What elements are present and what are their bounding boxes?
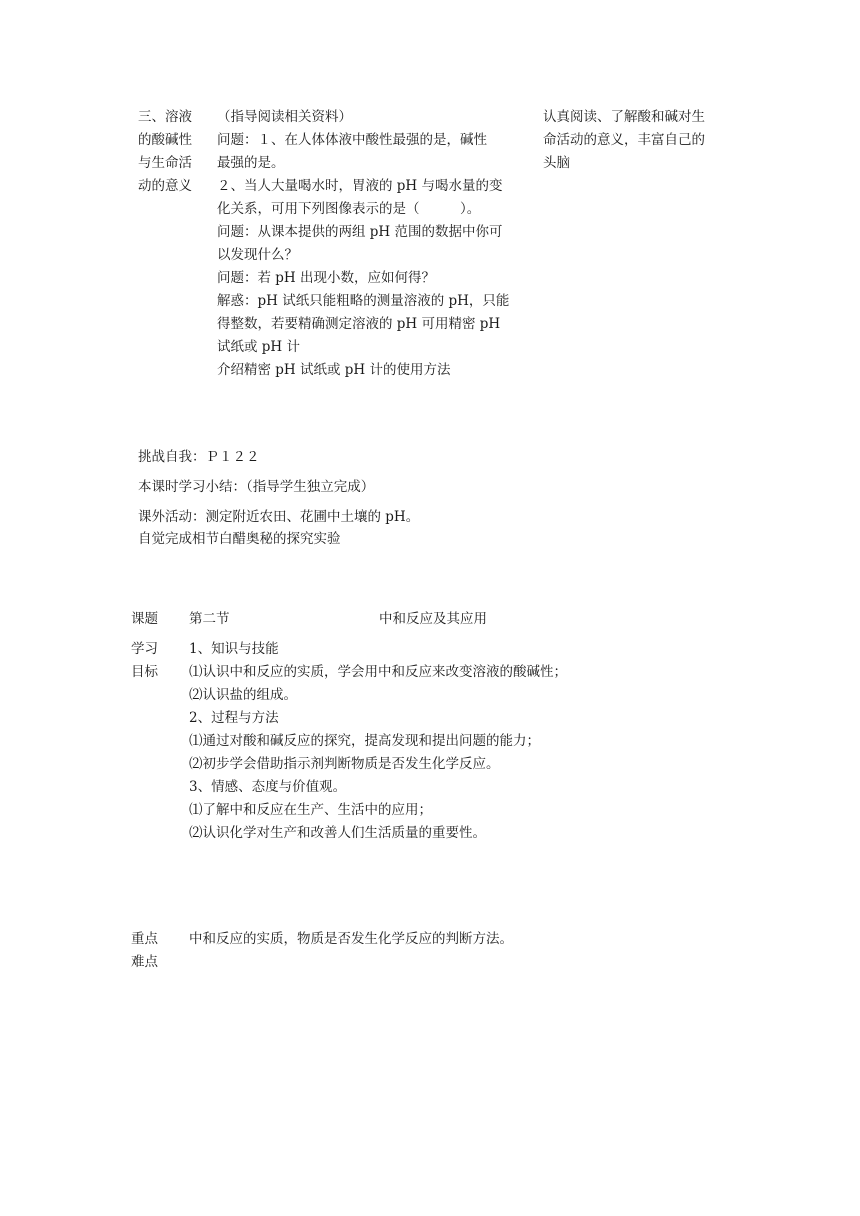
- keypoints-label-line: 难点: [131, 954, 158, 970]
- lesson-title: 中和反应及其应用: [379, 611, 487, 627]
- teacher-activity-line: 以发现什么？: [217, 247, 298, 263]
- keypoints-label: [131, 928, 158, 974]
- teacher-activity-column: [217, 106, 537, 382]
- teacher-activity-line: 问题：若 pH 出现小数，应如何得？: [217, 270, 435, 286]
- activity-line: 课外活动：测定附近农田、花圃中土壤的 pH。: [138, 509, 420, 525]
- keypoints-text: 中和反应的实质，物质是否发生化学反应的判断方法。: [189, 931, 513, 947]
- teacher-activity-line: 解惑：pH 试纸只能粗略的测量溶液的 pH，只能: [217, 293, 510, 309]
- objective-item: ⑴通过对酸和碱反应的探究，提高发现和提出问题的能力；: [189, 733, 540, 749]
- teacher-activity-line: 问题：从课本提供的两组 pH 范围的数据中你可: [217, 224, 503, 240]
- section3-heading-line: 动的意义: [138, 178, 192, 194]
- teacher-activity-line: 最强的是。: [217, 155, 285, 171]
- objectives-label-line: 目标: [131, 664, 158, 680]
- experiment-line: 自觉完成相节白醋奥秘的探究实验: [138, 531, 341, 547]
- student-activity-column: [543, 106, 733, 175]
- objectives-label: [131, 638, 158, 684]
- objective-item: 3、情感、态度与价值观。: [189, 779, 347, 795]
- objective-item: ⑴了解中和反应在生产、生活中的应用；: [189, 802, 432, 818]
- student-activity-line: 头脑: [543, 155, 570, 171]
- teacher-activity-line: 问题：１、在人体体液中酸性最强的是，碱性: [217, 132, 487, 148]
- objective-item: ⑵认识盐的组成。: [189, 687, 297, 703]
- objective-item: 1、知识与技能: [189, 641, 279, 657]
- teacher-activity-line: 试纸或 pH 计: [217, 339, 300, 355]
- teacher-activity-line: ２、当人大量喝水时，胃液的 pH 与喝水量的变: [217, 178, 503, 194]
- teacher-activity-line: （指导阅读相关资料）: [217, 109, 352, 125]
- objective-item: ⑵认识化学对生产和改善人们生活质量的重要性。: [189, 825, 486, 841]
- challenge-line: 挑战自我：Ｐ１２２: [138, 449, 260, 465]
- objective-item: ⑵初步学会借助指示剂判断物质是否发生化学反应。: [189, 756, 500, 772]
- teacher-activity-line: 介绍精密 pH 试纸或 pH 计的使用方法: [217, 362, 451, 378]
- section3-heading-line: 与生命活: [138, 155, 192, 171]
- objective-item: ⑴认识中和反应的实质，学会用中和反应来改变溶液的酸碱性；: [189, 664, 567, 680]
- keypoints-label-line: 重点: [131, 931, 158, 947]
- objectives-label-line: 学习: [131, 641, 158, 657]
- objectives-list: [189, 638, 567, 845]
- section3-heading: [138, 106, 202, 198]
- student-activity-line: 认真阅读、了解酸和碱对生: [543, 109, 705, 125]
- teacher-activity-line: 化关系，可用下列图像表示的是（ ）。: [217, 201, 481, 217]
- summary-line: 本课时学习小结：（指导学生独立完成）: [138, 479, 375, 495]
- student-activity-line: 命活动的意义，丰富自己的: [543, 132, 705, 148]
- lesson-section: 第二节: [189, 611, 230, 627]
- section3-heading-line: 的酸碱性: [138, 132, 192, 148]
- objective-item: 2、过程与方法: [189, 710, 279, 726]
- lesson-label: 课题: [131, 611, 158, 627]
- section3-heading-line: 三、溶液: [138, 109, 192, 125]
- teacher-activity-line: 得整数，若要精确测定溶液的 pH 可用精密 pH: [217, 316, 501, 332]
